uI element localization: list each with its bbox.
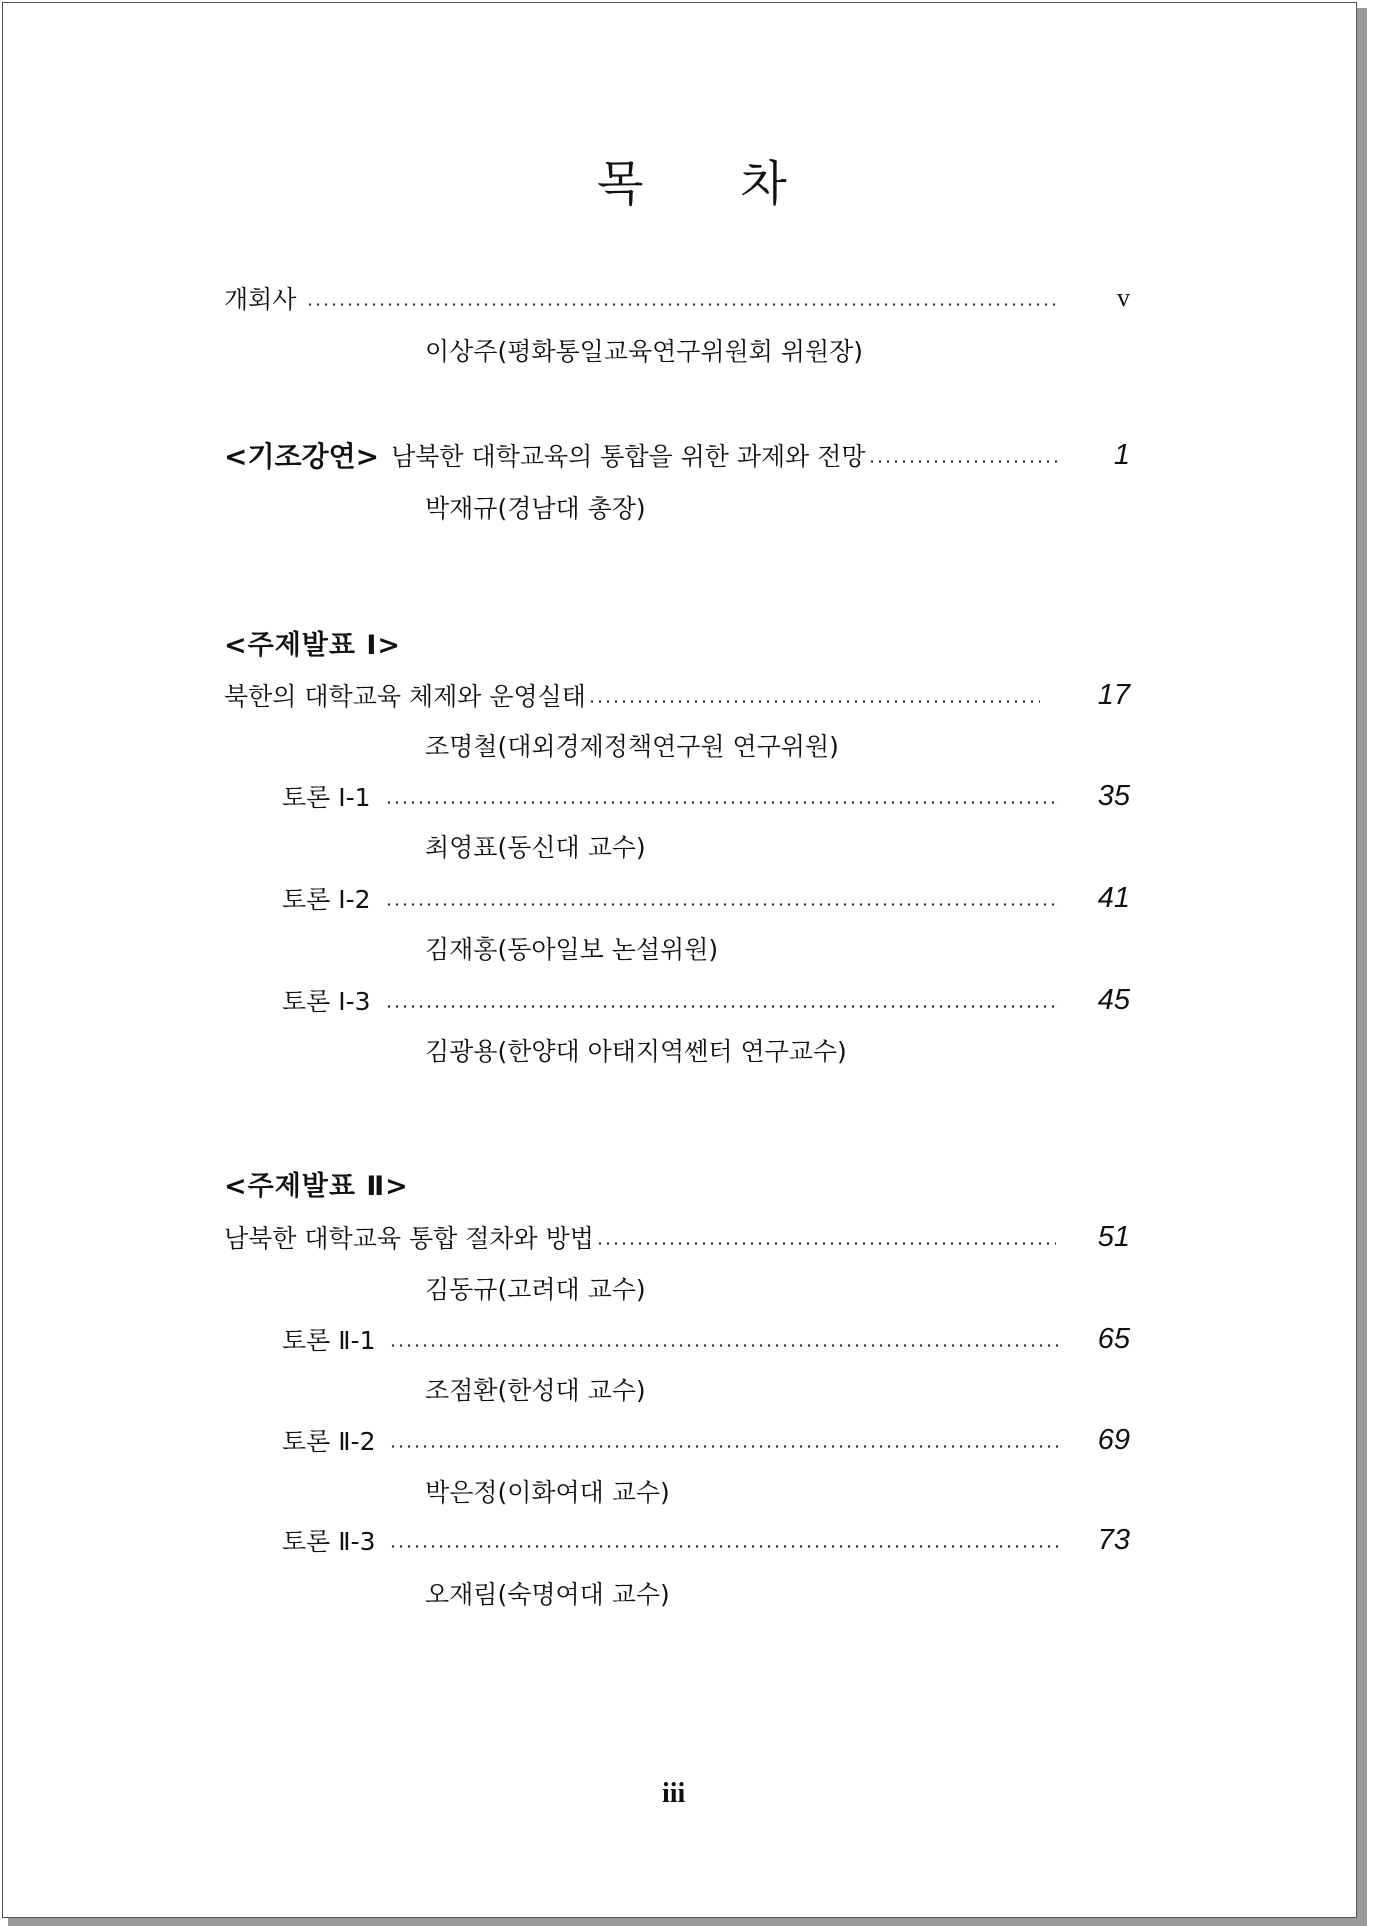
toc-author: 박은정(이화여대 교수): [425, 1478, 670, 1507]
dot-leader: [588, 700, 1040, 703]
toc-entry-discussion-2-1[interactable]: [282, 1319, 1130, 1359]
toc-author: 오재림(숙명여대 교수): [425, 1580, 670, 1609]
toc-entry-section2-main[interactable]: [224, 1217, 1130, 1257]
toc-label: 토론 Ⅱ-1: [282, 1326, 376, 1355]
toc-tag: <기조강연>: [224, 440, 380, 473]
toc-label: 토론 Ⅱ-2: [282, 1427, 376, 1456]
toc-author: 박재규(경남대 총장): [425, 494, 646, 523]
page-number: 69: [1097, 1423, 1130, 1456]
dot-leader: [389, 1445, 1060, 1448]
dot-leader: [389, 1344, 1060, 1347]
page-shadow-bottom: [8, 1918, 1367, 1926]
page-number: 1: [1113, 438, 1130, 471]
page-number: v: [1117, 283, 1130, 312]
toc-entry-opening[interactable]: [224, 278, 1130, 318]
dot-leader: [868, 460, 1060, 463]
page-number-footer: iii: [662, 1778, 686, 1809]
dot-leader: [306, 303, 1060, 306]
page-title: [597, 145, 789, 214]
dot-leader: [389, 1545, 1060, 1548]
toc-author: 김광용(한양대 아태지역쎈터 연구교수): [425, 1037, 847, 1066]
toc-entry-discussion-1-2[interactable]: [282, 878, 1130, 918]
toc-label: 토론 Ⅱ-3: [282, 1527, 376, 1556]
section-heading: <주제발표 Ⅱ>: [224, 1170, 409, 1202]
toc-author: 이상주(평화통일교육연구위원회 위원장): [425, 337, 864, 366]
toc-label: 토론 Ⅰ-3: [282, 987, 371, 1016]
title-char-1: 목: [597, 156, 646, 212]
toc-author: 조점환(한성대 교수): [425, 1376, 646, 1405]
toc-label: 남북한 대학교육의 통합을 위한 과제와 전망: [391, 442, 866, 471]
page-number: 17: [1097, 678, 1130, 711]
page-number: 45: [1097, 983, 1130, 1016]
toc-label: 토론 Ⅰ-2: [282, 885, 371, 914]
toc-entry-discussion-2-2[interactable]: [282, 1420, 1130, 1460]
section-heading: <주제발표 Ⅰ>: [224, 629, 402, 661]
toc-label: 남북한 대학교육 통합 절차와 방법: [224, 1224, 594, 1253]
toc-entry-discussion-1-3[interactable]: [282, 980, 1130, 1020]
dot-leader: [385, 1005, 1060, 1008]
toc-entry-keynote[interactable]: [224, 435, 1130, 475]
toc-entry-discussion-2-3[interactable]: [282, 1520, 1130, 1560]
toc-entry-discussion-1-1[interactable]: [282, 776, 1130, 816]
title-char-2: 차: [740, 156, 789, 212]
page-shadow-right: [1357, 8, 1367, 1922]
page-number: 41: [1097, 881, 1130, 914]
toc-label: 북한의 대학교육 체제와 운영실태: [224, 682, 586, 711]
page-number: 35: [1097, 779, 1130, 812]
page-number: 51: [1097, 1220, 1130, 1253]
toc-author: 최영표(동신대 교수): [425, 833, 646, 862]
toc-entry-section1-main[interactable]: [224, 675, 1130, 715]
dot-leader: [596, 1242, 1056, 1245]
toc-author: 김재홍(동아일보 논설위원): [425, 935, 719, 964]
toc-author: 김동규(고려대 교수): [425, 1275, 646, 1304]
dot-leader: [385, 801, 1060, 804]
toc-label: 개회사: [224, 285, 297, 314]
page-number: 73: [1097, 1523, 1130, 1556]
page-number: 65: [1097, 1322, 1130, 1355]
toc-author: 조명철(대외경제정책연구원 연구위원): [425, 732, 839, 761]
toc-label: 토론 Ⅰ-1: [282, 783, 371, 812]
dot-leader: [385, 903, 1060, 906]
